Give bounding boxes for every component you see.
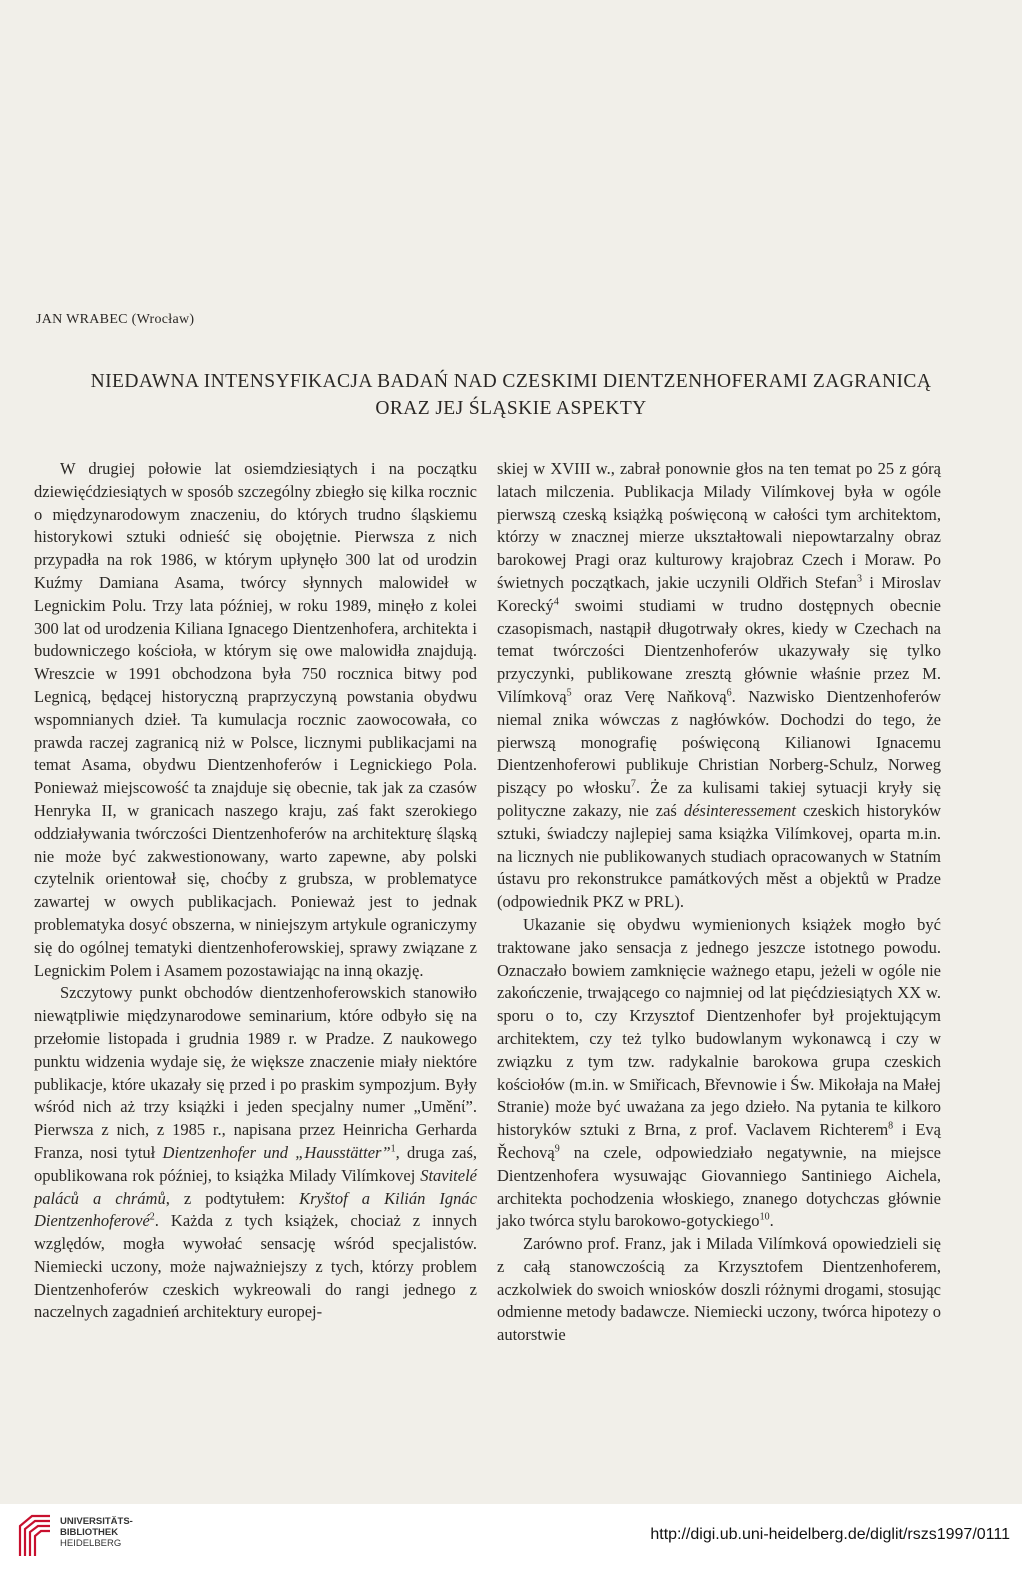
footnote-ref: 9 xyxy=(554,1143,560,1155)
footnote-ref: 4 xyxy=(553,596,559,608)
footnote-ref: 10 xyxy=(759,1211,770,1223)
footnote-ref: 3 xyxy=(857,573,863,585)
right-column xyxy=(497,458,941,1347)
library-name: UNIVERSITÄTS- BIBLIOTHEK HEIDELBERG xyxy=(60,1516,133,1549)
book-subtitle: Kryštof a Kilián Ignác Dientzenhoferové xyxy=(34,1188,477,1231)
paragraph: Szczytowy punkt obchodów dientzenhoferowskich stanowiło niewątpliwie międzynarodowe seminarium, które odbyło się na przełomie listopada i grudnia 1989 r. w Pradze. Z naukowego punktu widzenia wydaje się, że większe znaczenie miały niektóre publikacje, które ukazały się przed i po praskim sympozjum. Były wśród nich aż trzy książki i jeden specjalny numer „Uměnί”. Pierwsza z nich, z 1985 r., napisana przez Heinricha Gerharda Franza, nosi tytuł Dientzenhofer und „Hausstätter”$^1$, druga zaś, opublikowana rok później, to książka Milady Vilímkovej Stavitelé paláců a chrámů, z podtytułem: Kryštof a Kilián Ignác Dientzenhoferové$^2$. Każda z tych książek, chociaż z innych względów, mogła wywołać sensację wśród specjalistów. Niemiecki uczony, może najważniejszy z tych, którzy problem Dientzenhoferów czeskich wykreowali do rangi jednego z naczelnych zagadnień architektury europej- xyxy=(34,983,478,1322)
permalink-url[interactable]: http://digi.ub.uni-heidelberg.de/diglit/rszs1997/0111 xyxy=(650,1526,1010,1543)
italic-term: désinteressement xyxy=(683,800,796,820)
footnote-ref: 1 xyxy=(390,1143,396,1155)
footnote-ref: 8 xyxy=(888,1120,894,1132)
paragraph: Zarówno prof. Franz, jak i Milada Vilímková opowiedzieli się z całą stanowczością za Krzysztofem Dientzenhoferem, aczkolwiek do swoich wniosków doszli różnymi drogami, stosując odmienne metody badawcze. Niemiecki uczony, twórca hipotezy o autorstwie xyxy=(497,1234,941,1345)
footnote-ref: 7 xyxy=(630,778,636,790)
footnote-ref: 2 xyxy=(149,1211,155,1223)
paragraph: skiej w XVIII w., zabrał ponownie głos na ten temat po 25 z górą latach milczenia. Publikacja Milady Vilímkovej była w ogóle pierwszą czeską książką poświęconą w całości tym architektom, którzy w znacznej mierze ukształtowali niepowtarzalny obraz barokowej Pragi oraz kulturowy krajobraz Czech i Moraw. Po świetnych początkach, jakie uczynili Oldřich Stefan$^3$ i Miroslav Korecký$^4$ swoimi studiami w trudno dostępnych obecnie czasopismach, nastąpił długotrwały okres, kiedy w Czechach na temat twórczości Dientzenhoferów ukazywały się tylko przyczynki, publikowane zresztą głównie właśnie przez M. Vilímkovą$^5$ oraz Verę Naňkovą$^6$. Nazwisko Dientzenhoferów niemal znika wówczas z nagłówków. Dochodzi do tego, że pierwszą monografię poświęconą Kilianowi Ignacemu Dientzenhoferowi publikuje Christian Norberg-Schulz, Norweg piszący po włosku$^7$. Że za kulisami takiej sytuacji kryły się polityczne zakazy, nie zaś désinteressement czeskich historyków sztuki, świadczy najlepiej sama książka Vilímkovej, oparta m.in. na licznych nie publikowanych studiach opracowanych w Statním ústavu pro rekonstrukce památkových měst a objektů w Pradze (odpowiednik PKZ w PRL). xyxy=(497,459,942,912)
paragraph: W drugiej połowie lat osiemdziesiątych i na początku dziewięćdziesiątych w sposób szczególny zbiegło się kilka rocznic o międzynarodowym znaczeniu, do których trudno śląskiemu historykowi sztuki odnieść się obojętnie. Pierwsza z nich przypadła na rok 1986, w którym upłynęło 300 lat od urodzin Kuźmy Damiana Asama, twórcy słynnych malowideł w Legnickim Polu. Trzy lata później, w roku 1989, minęło z kolei 300 lat od urodzenia Kiliana Ignacego Dientzenhofera, architekta i budowniczego kościoła, w którym się owe malowidła znajdują. Wreszcie w 1991 obchodzona była 750 rocznica bitwy pod Legnicą, będącej historyczną praprzyczyną powstania obydwu wspomnianych dzieł. Ta kumulacja rocznic zaowocowała, co prawda raczej zagranicą niż w Polsce, licznymi publikacjami na temat Asama, obydwu Dientzenhoferów i Legnickiego Pola. Ponieważ miejscowość ta znajduje się obecnie, tak jak za czasów Henryka II, w granicach naszego kraju, zaś fakt szerokiego oddziaływania twórczości Dientzenhoferów na architekturę śląską nie może być zakwestionowany, warto zapewne, aby polski czytelnik orientował się, choćby z grubsza, w problematyce zawartej w owych publikacjach. Ponieważ jest to jednak problematyka dosyć obszerna, w niniejszym artykule ograniczymy się do ogólnej tematyki dientzenhoferowskiej, sprawy związane z Legnickim Polem i Asamem pozostawiając na inną okazję. xyxy=(34,459,477,980)
footnote-ref: 6 xyxy=(726,687,732,699)
book-title: Stavitelé paláců a chrámů xyxy=(34,1165,477,1208)
digitization-footer xyxy=(0,1504,1022,1574)
book-title: Dientzenhofer und „Hausstätter” xyxy=(162,1142,391,1162)
article-author: JAN WRABEC (Wrocław) xyxy=(36,312,195,327)
left-column xyxy=(34,458,477,1324)
title-line-1: NIEDAWNA INTENSYFIKACJA BADAŃ NAD CZESKIMI DIENTZENHOFERAMI ZAGRANICĄ xyxy=(90,371,932,392)
title-line-2: ORAZ JEJ ŚLĄSKIE ASPEKTY xyxy=(375,398,647,419)
footnote-ref: 5 xyxy=(566,687,572,699)
paragraph: Ukazanie się obydwu wymienionych książek mogło być traktowane jako sensacja z jednego jeszcze istotnego powodu. Oznaczało bowiem zamknięcie ważnego etapu, jeżeli w ogóle nie zakończenie, trwającego co najmniej od lat pięćdziesiątych XX w. sporu o to, czy Krzysztof Dientzenhofer był projektującym architektem, czy też tylko budowlanym wykonawcą i czy w związku z tym tzw. radykalnie barokowa grupa czeskich kościołów (m.in. w Smiřicach, Břevnowie i Św. Mikołaja na Małej Stranie) może być uważana za jego dzieło. Na pytania te kilkoro historyków sztuki z Brna, z prof. Vaclavem Richterem$^8$ i Evą Řechovą$^9$ na czele, odpowiedziało negatywnie, na miejsce Dientzenhofera wysuwając Giovanniego Santiniego Aichela, architekta pochodzenia włoskiego, znanego dotychczas głównie jako twórca stylu barokowo-gotyckiego$^{10}$. xyxy=(497,914,941,1231)
library-logo-icon xyxy=(16,1512,52,1560)
article-title xyxy=(20,368,1002,422)
